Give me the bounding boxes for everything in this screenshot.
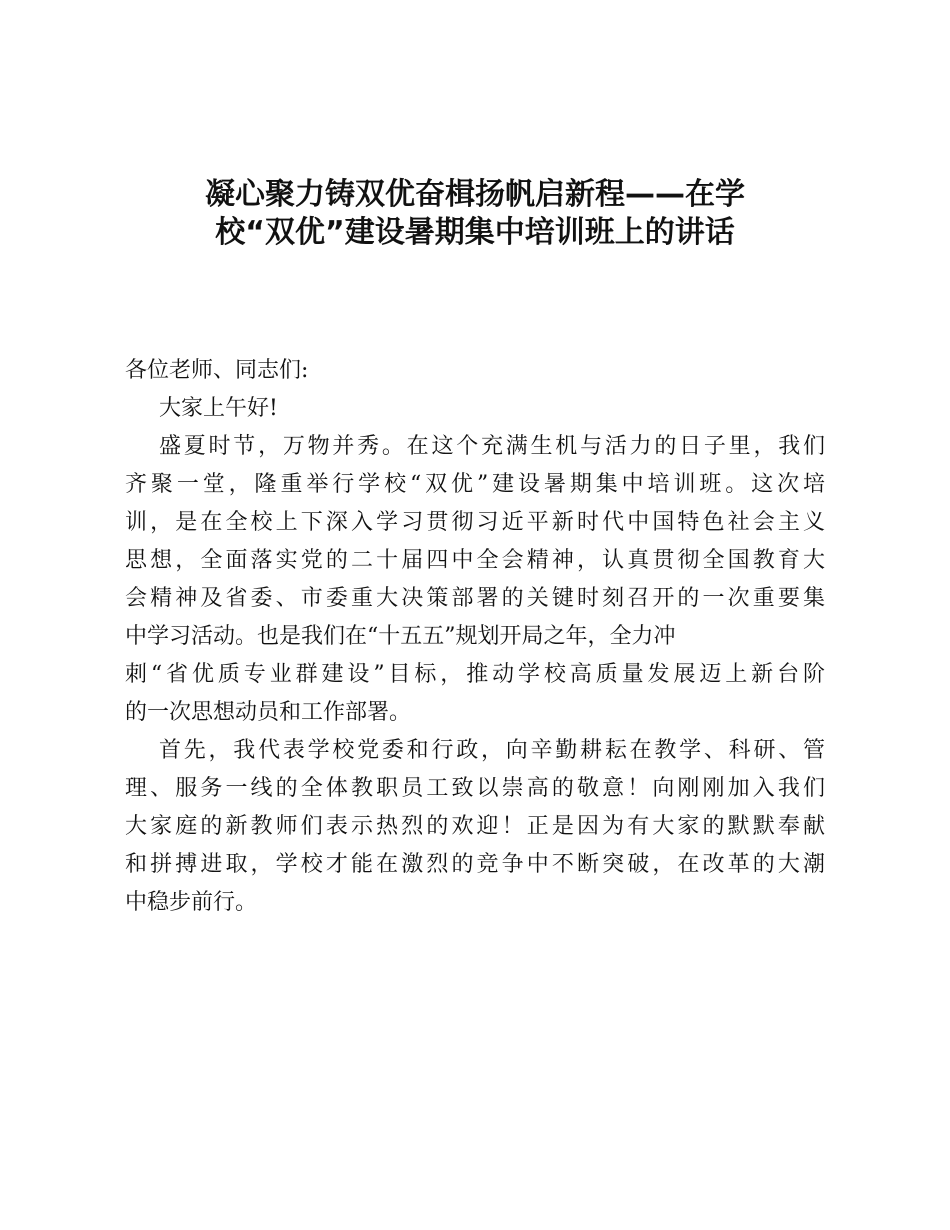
paragraph-1-line: 刺“省优质专业群建设”目标，推动学校高质量发展迈上新台阶 [125,662,825,687]
paragraph-2-line: 中稳步前行。 [125,890,258,915]
document-body [125,352,825,922]
paragraph-2 [125,732,825,922]
paragraph-2-line: 和拼搏进取，学校才能在激烈的竞争中不断突破，在改革的大潮 [125,852,825,877]
paragraph-2-line: 大家庭的新教师们表示热烈的欢迎！正是因为有大家的默默奉献 [125,814,825,839]
paragraph-1-line: 中学习活动。也是我们在“十五五”规划开局之年，全力冲 [125,624,676,649]
paragraph-1-line: 会精神及省委、市委重大决策部署的关键时刻召开的一次重要集 [125,586,825,611]
greeting: 大家上午好! [159,396,278,421]
title-line-2: 校“双优”建设暑期集中培训班上的讲话 [215,215,735,250]
paragraph-1-line: 的一次思想动员和工作部署。 [125,700,412,725]
paragraph-1-line: 训，是在全校上下深入学习贯彻习近平新时代中国特色社会主义 [125,510,825,535]
document-title [150,172,800,248]
paragraph-1 [125,428,825,732]
paragraph-1-line: 盛夏时节，万物并秀。在这个充满生机与活力的日子里，我们 [159,434,825,459]
paragraph-1-line: 思想，全面落实党的二十届四中全会精神，认真贯彻全国教育大 [125,548,825,573]
paragraph-2-line: 理、服务一线的全体教职员工致以崇高的敬意！向刚刚加入我们 [125,776,825,801]
title-line-1: 凝心聚力铸双优奋楫扬帆启新程——在学 [205,177,745,212]
salutation: 各位老师、同志们: [125,358,309,383]
paragraph-1-line: 齐聚一堂，隆重举行学校“双优”建设暑期集中培训班。这次培 [125,472,825,497]
paragraph-2-line: 首先，我代表学校党委和行政，向辛勤耕耘在教学、科研、管 [159,738,825,763]
